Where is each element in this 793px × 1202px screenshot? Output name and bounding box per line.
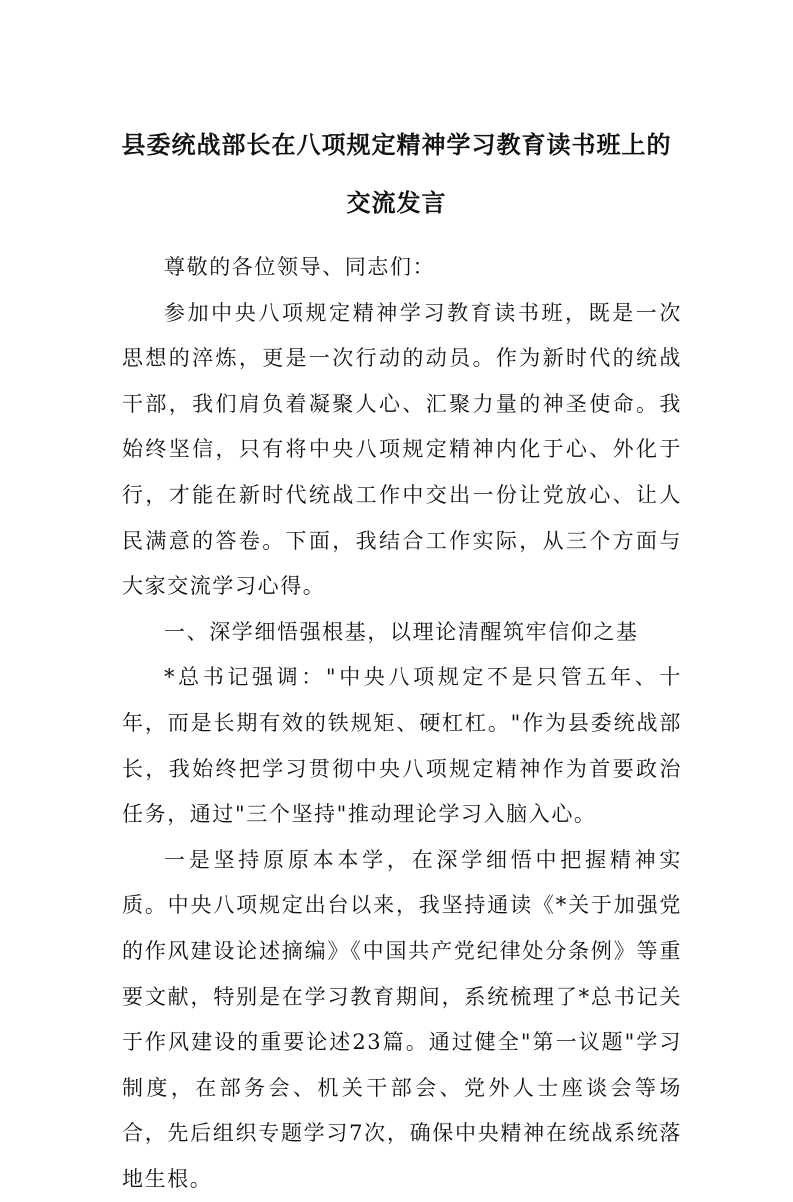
quote-paragraph: *总书记强调："中央八项规定不是只管五年、十年，而是长期有效的铁规矩、硬杠杠。"作为县委统战部长，我始终把学习贯彻中央八项规定精神作为首要政治任务，通过"三个坚持"推动理论学习入脑入心。 xyxy=(122,665,682,827)
intro-paragraph: 参加中央八项规定精神学习教育读书班，既是一次思想的淬炼，更是一次行动的动员。作为新时代的统战干部，我们肩负着凝聚人心、汇聚力量的神圣使命。我始终坚信，只有将中央八项规定精神内化于心、外化于行，才能在新时代统战工作中交出一份让党放心、让人民满意的答卷。下面，我结合工作实际，从三个方面与大家交流学习心得。 xyxy=(122,300,682,599)
salutation-paragraph: 尊敬的各位领导、同志们： xyxy=(164,255,436,279)
document-title: 县委统战部长在八项规定精神学习教育读书班上的交流发言 xyxy=(121,130,672,217)
study-paragraph: 一是坚持原原本本学，在深学细悟中把握精神实质。中央八项规定出台以来，我坚持通读《*关于加强党的作风建设论述摘编》《中国共产党纪律处分条例》等重要文献，特别是在学习教育期间，系统梳理了*总书记关于作风建设的重要论述23篇。通过健全"第一议题"学习制度，在部务会、机关干部会、党外人士座谈会等场合，先后组织专题学习7次，确保中央精神在统战系统落地生根。 xyxy=(122,847,682,1191)
document-body xyxy=(122,245,682,1202)
section-heading: 一、深学细悟强根基，以理论清醒筑牢信仰之基 xyxy=(164,619,639,644)
